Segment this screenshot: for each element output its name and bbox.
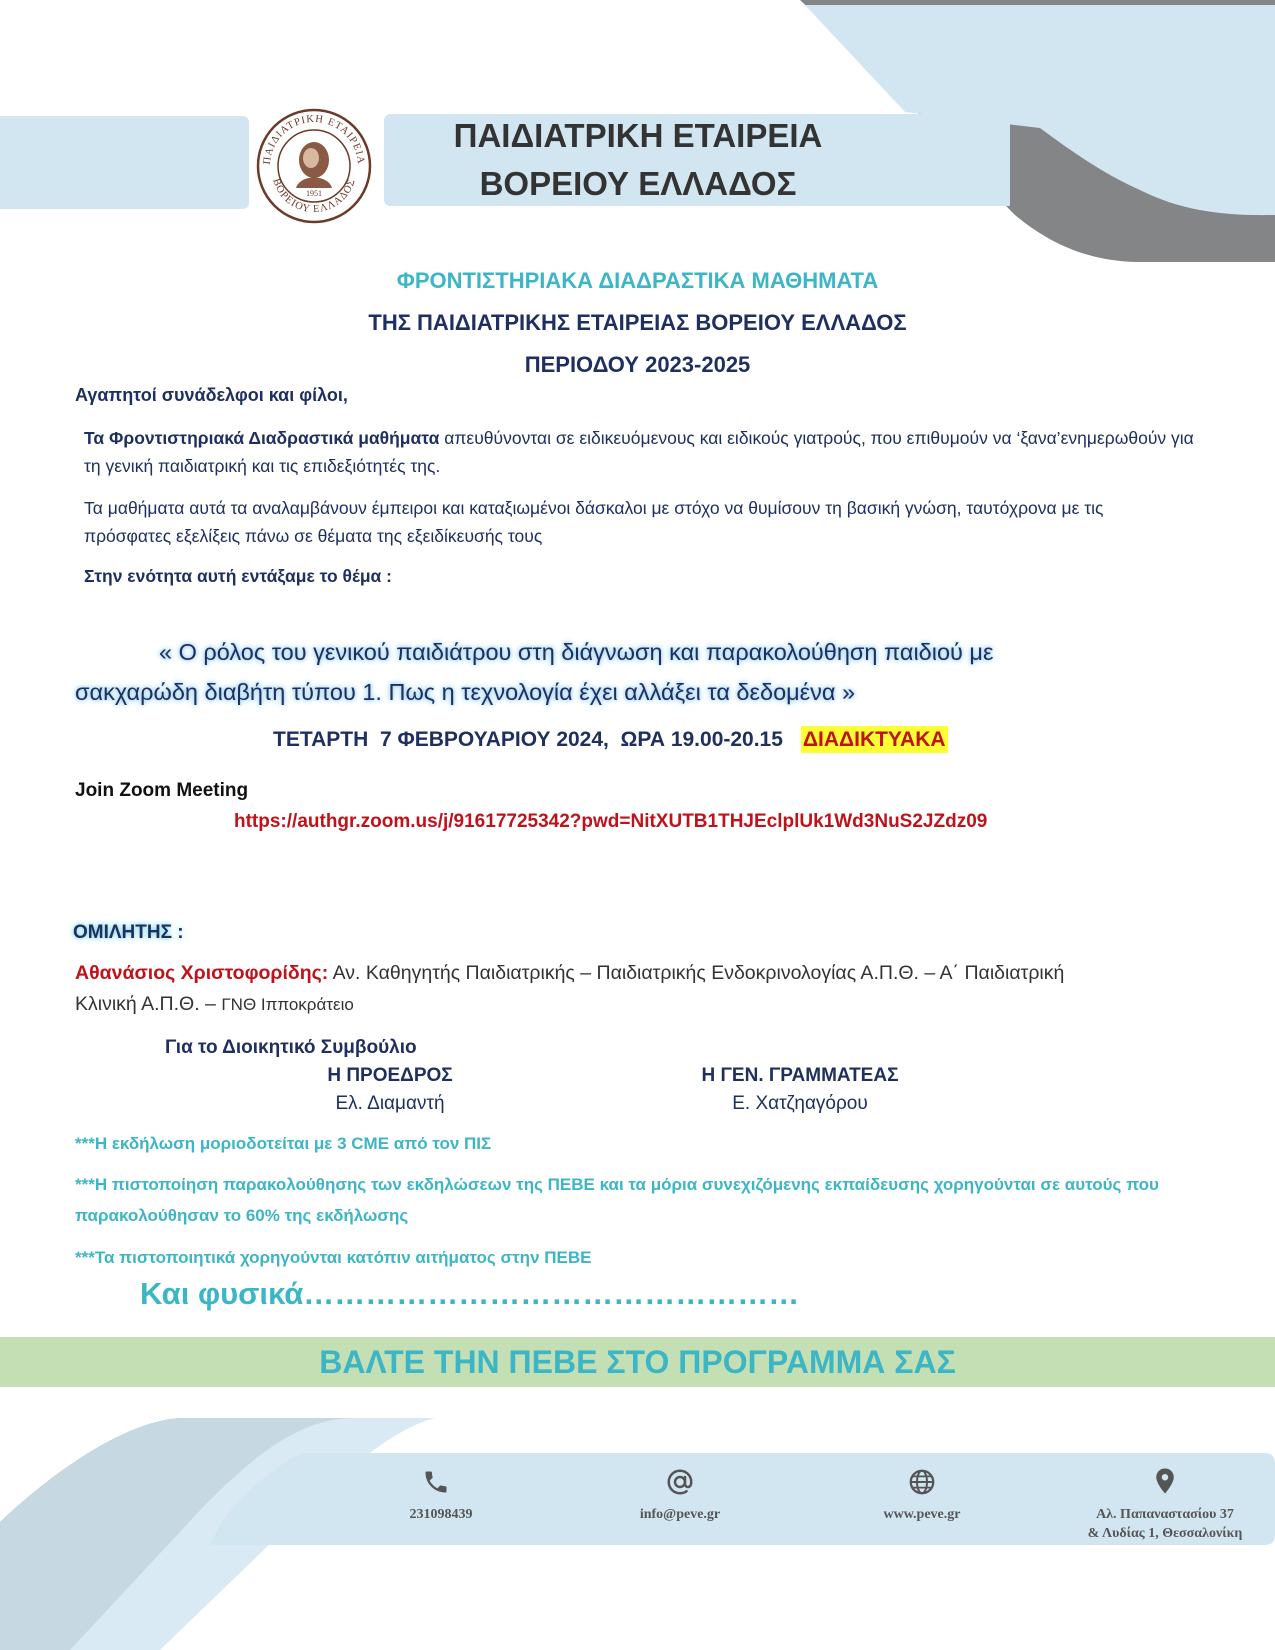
lecture-topic (75, 632, 1245, 712)
zoom-link[interactable]: https://authgr.zoom.us/j/91617725342?pwd=NitXUTB1THJEclplUk1Wd3NuS2JZdz09 (234, 811, 988, 832)
speaker-title-line2a: Κλινική Α.Π.Θ. – (75, 993, 222, 1015)
secretary-name: Ε. Χατζηαγόρου (732, 1093, 868, 1114)
course-title: ΦΡΟΝΤΙΣΤΗΡΙΑΚΑ ΔΙΑΔΡΑΣΤΙΚΑ ΜΑΘΗΜΑΤΑ (396, 268, 879, 293)
intro-paragraph-3: Στην ενότητα αυτή εντάξαμε το θέμα : (84, 566, 393, 586)
at-icon (665, 1467, 695, 1497)
intro-paragraph-1-rest: απευθύνονται σε ειδικευόμενους και ειδικούς γιατρούς, που επιθυμούν να ‘ξανα’ενημερωθούν για τη γενική παιδιατρική και τις επιδεξιότητές της. (84, 428, 1194, 476)
cme-note-1: ***Η εκδήλωση μοριοδοτείται με 3 CME από τον ΠΙΣ (75, 1134, 492, 1153)
email-link[interactable]: info@peve.gr (639, 1507, 721, 1522)
speaker-title-line2b: ΓΝΘ Ιπποκράτειο (221, 995, 354, 1014)
address-line1: Αλ. Παπαναστασίου 37 (1096, 1507, 1234, 1522)
speakers-heading: ΟΜΙΛΗΤΗΣ : (73, 922, 184, 943)
globe-icon (907, 1467, 937, 1497)
phone-number: 231098439 (409, 1507, 473, 1522)
phone-icon (422, 1468, 450, 1496)
lecture-topic-line2: σακχαρώδη διαβήτη τύπου 1. Πως η τεχνολογία έχει αλλάξει τα δεδομένα » (75, 679, 856, 705)
location-pin-icon (1150, 1466, 1180, 1496)
cme-note-2: ***Η πιστοποίηση παρακολούθησης των εκδηλώσεων της ΠΕΒΕ και τα μόρια συνεχιζόμενης εκπαίδευσης χορηγούνται σε αυτούς που παρακολούθησαν το 60% της εκδήλωσης (75, 1175, 1159, 1225)
course-subtitle: ΤΗΣ ΠΑΙΔΙΑΤΡΙΚΗΣ ΕΤΑΙΡΕΙΑΣ ΒΟΡΕΙΟΥ ΕΛΛΑΔΟΣ (368, 310, 907, 335)
event-datetime-text: ΤΕΤΑΡΤΗ 7 ΦΕΒΡΟΥΑΡΙΟΥ 2024, ΩΡΑ 19.00-20.15 (273, 728, 783, 751)
website-link[interactable]: www.peve.gr (883, 1507, 961, 1522)
secretary-role: Η ΓΕΝ. ΓΡΑΜΜΑΤΕΑΣ (701, 1065, 899, 1086)
cta-banner: ΒΑΛΤΕ ΤΗΝ ΠΕΒΕ ΣΤΟ ΠΡΟΓΡΑΜΜΑ ΣΑΣ (319, 1344, 956, 1380)
president-name: Ελ. Διαμαντή (335, 1093, 445, 1114)
organization-name-line2: ΒΟΡΕΙΟΥ ΕΛΛΑΔΟΣ (479, 165, 797, 202)
bottom-right-blue-shape (490, 1545, 1275, 1650)
president-role: Η ΠΡΟΕΔΡΟΣ (327, 1065, 453, 1086)
svg-text:ΠΑΙΔΙΑΤΡΙΚΗ ΕΤΑΙΡΕΙΑ: ΠΑΙΔΙΑΤΡΙΚΗ ΕΤΑΙΡΕΙΑ (261, 113, 367, 166)
board-label: Για το Διοικητικό Συμβούλιο (165, 1037, 417, 1058)
zoom-label: Join Zoom Meeting (75, 780, 249, 801)
closing-teaser: Και φυσικά………………………………………… (140, 1276, 800, 1311)
greeting: Αγαπητοί συνάδελφοι και φίλοι, (75, 385, 348, 405)
speaker-info (75, 958, 1225, 1020)
speaker-title-line1: Αν. Καθηγητής Παιδιατρικής – Παιδιατρικής Ενδοκρινολογίας Α.Π.Θ. – Α΄ Παιδιατρική (328, 962, 1065, 984)
online-badge: ΔΙΑΔΙΚΤΥΑΚΑ (802, 728, 946, 751)
cme-note-3: ***Τα πιστοποιητικά χορηγούνται κατόπιν αιτήματος στην ΠΕΒΕ (75, 1248, 592, 1267)
intro-paragraph-1-strong: Τα Φροντιστηριακά Διαδραστικά μαθήματα (84, 428, 440, 448)
address-line2: & Λυδίας 1, Θεσσαλονίκη (1087, 1526, 1243, 1541)
intro-paragraph-2: Τα μαθήματα αυτά τα αναλαμβάνουν έμπειροι και καταξιωμένοι δάσκαλοι με στόχο να θυμίσουν τη βασική γνώση, ταυτόχρονα με τις πρόσφατες εξελίξεις πάνω σε θέματα της εξειδίκευσής τους (84, 498, 1104, 546)
course-period: ΠΕΡΙΟΔΟΥ 2023-2025 (524, 352, 751, 377)
speaker-name: Αθανάσιος Χριστοφορίδης: (75, 962, 329, 984)
header-left-bar (0, 116, 249, 209)
svg-text:ΒΟΡΕΙΟΥ ΕΛΛΑΔΟΣ: ΒΟΡΕΙΟΥ ΕΛΛΑΔΟΣ (270, 177, 358, 216)
lecture-topic-line1: « Ο ρόλος του γενικού παιδιάτρου στη διάγνωση και παρακολούθηση παιδιού με (159, 639, 994, 665)
svg-text:1951: 1951 (306, 189, 322, 198)
organization-name (384, 112, 892, 208)
peve-logo (256, 108, 372, 224)
organization-name-line1: ΠΑΙΔΙΑΤΡΙΚΗ ΕΤΑΙΡΕΙΑ (453, 117, 823, 154)
address (1065, 1505, 1265, 1543)
event-datetime (273, 728, 948, 752)
intro-paragraph-1 (84, 424, 1194, 480)
